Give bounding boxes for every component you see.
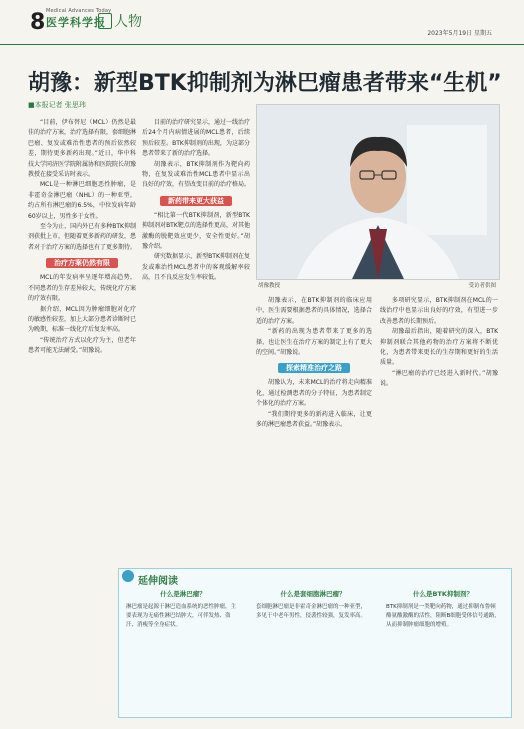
page-header bbox=[0, 0, 524, 45]
info-icon bbox=[122, 570, 134, 582]
paragraph: “传统治疗方式以化疗为主，但老年患者可能无法耐受。”胡豫说。 bbox=[28, 336, 136, 355]
extended-reading-item bbox=[256, 590, 370, 621]
extended-reading-item bbox=[386, 590, 500, 630]
page-number: 8 bbox=[30, 10, 46, 35]
caption-credit: 受访者供图 bbox=[468, 283, 496, 289]
article-column-2 bbox=[142, 118, 250, 566]
masthead-subtitle: Medical Advances Today bbox=[46, 8, 112, 14]
masthead-title: 医学科学报 bbox=[46, 16, 106, 29]
article-column-3 bbox=[256, 296, 372, 564]
section-marker-icon bbox=[98, 13, 112, 29]
paragraph: “我们期待更多的新药进入临床，让更多的淋巴瘤患者获益。”胡豫表示。 bbox=[256, 410, 372, 429]
extended-reading-answer: 套细胞淋巴瘤是非霍奇金淋巴瘤的一种亚型，多见于中老年男性，侵袭性较强，复发率高。 bbox=[256, 604, 367, 619]
extended-reading-title: 延伸阅读 bbox=[138, 576, 178, 587]
issue-date: 2023年5月19日 星期五 bbox=[427, 30, 492, 37]
extended-reading-item bbox=[126, 590, 240, 630]
subheading: 治疗方案仍然有限 bbox=[28, 257, 136, 269]
extended-reading-question: 什么是套细胞淋巴瘤？ bbox=[280, 590, 346, 598]
subheading: 新药带来更大获益 bbox=[142, 195, 250, 207]
extended-reading-answer: 淋巴瘤是起源于淋巴造血系统的恶性肿瘤，主要表现为无痛性淋巴结肿大，可伴发热、盗汗、消瘦等全身症状。 bbox=[126, 604, 237, 628]
article-column-4 bbox=[380, 296, 498, 564]
paragraph: 据介绍，MCL因为肿瘤细胞对化疗的敏感性较差，加上大部分患者诊断时已为晚期，标准一线化疗后复发率高。 bbox=[28, 305, 136, 334]
paragraph: 研究数据显示，新型BTK抑制剂在复发或难治性MCL患者中的客观缓解率较高，且不良反应发生率较低。 bbox=[142, 253, 250, 282]
portrait-illustration bbox=[257, 105, 499, 279]
extended-reading-question: 什么是淋巴瘤？ bbox=[160, 590, 206, 598]
paragraph: “相比第一代BTK抑制剂，新型BTK抑制剂对BTK靶点的选择性更高，对其他激酶的脱靶效应更少，安全性更好。”胡豫介绍。 bbox=[142, 211, 250, 251]
paragraph: 胡豫最后指出，随着研究的深入，BTK抑制剂联合其他药物的治疗方案将不断优化，为患者带来更长的生存期和更好的生活质量。 bbox=[380, 328, 498, 367]
paragraph: “新药的出现为患者带来了更多的选择，也让医生在治疗方案的制定上有了更大的空间。”胡豫说。 bbox=[256, 328, 372, 357]
paragraph: 目前的治疗研究显示，通过一线治疗后24个月内病情进展的MCL患者，后续预后较差。BTK抑制剂的出现，为这部分患者带来了新的治疗选择。 bbox=[142, 119, 250, 158]
paragraph: MCL的年发病率呈逐年增高趋势，不同患者的生存差异较大，传统化疗方案的疗效有限。 bbox=[28, 274, 136, 303]
caption-name: 胡豫教授 bbox=[258, 283, 281, 289]
article-headline: 胡豫：新型BTK抑制剂为淋巴瘤患者带来“生机” bbox=[28, 71, 502, 96]
paragraph: MCL是一种淋巴细胞恶性肿瘤，是非霍奇金淋巴瘤（NHL）的一种亚型，约占所有淋巴瘤的6.5%，中位发病年龄60岁以上，男性多于女性。 bbox=[28, 181, 136, 220]
paragraph: 至今为止，国内外已有多种BTK抑制剂获批上市，但随着更多新药的研发，患者对于治疗方案的选择也有了更多期待。 bbox=[28, 223, 136, 251]
extended-reading-question: 什么是BTK抑制剂？ bbox=[413, 590, 473, 598]
subheading: 探索精准治疗之路 bbox=[256, 362, 372, 374]
paragraph: 胡豫认为，未来MCL的治疗将走向精准化，通过检测患者的分子特征，为患者制定个体化的治疗方案。 bbox=[256, 379, 372, 408]
article-byline: ■本报记者 张思玮 bbox=[28, 101, 86, 109]
paragraph: 胡豫表示，在BTK抑制剂的临床应用中，医生需要根据患者的具体情况，选择合适的治疗方案。 bbox=[256, 297, 372, 325]
section-name: 人物 bbox=[114, 14, 142, 30]
portrait-photo bbox=[256, 104, 500, 280]
paragraph: “淋巴瘤的治疗已经进入新时代。”胡豫说。 bbox=[380, 369, 498, 388]
paragraph: “目前，伊布替尼（MCL）仍然是最佳的治疗方案，治疗选择有限，套细胞淋巴瘤、复发或难治性患者的预后依然较差，期待更多新药出现。”近日，华中科技大学同济医学院附属协和医院院长胡豫教授在接受采访时表示。 bbox=[28, 119, 136, 179]
paragraph: 胡豫表示，BTK抑制剂作为靶向药物，在复发或难治性MCL患者中显示出良好的疗效，有望改变目前的治疗格局。 bbox=[142, 160, 250, 189]
paragraph: 多项研究显示，BTK抑制剂在MCL的一线治疗中也显示出良好的疗效，有望进一步改善患者的长期预后。 bbox=[380, 297, 498, 325]
extended-reading-answer: BTK抑制剂是一类靶向药物，通过抑制布鲁顿酪氨酸激酶的活性，阻断B细胞受体信号通路，从而抑制肿瘤细胞的增殖。 bbox=[386, 604, 500, 628]
